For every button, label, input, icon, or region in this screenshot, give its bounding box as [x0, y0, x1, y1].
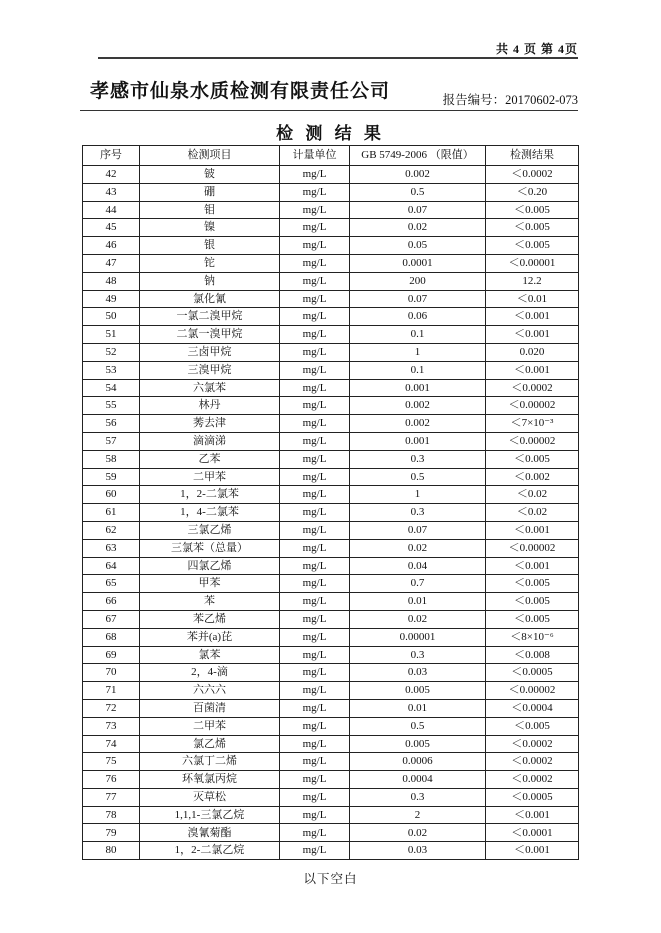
cell-result: ＜0.005: [486, 717, 579, 735]
results-table: [82, 145, 579, 860]
cell-unit: mg/L: [280, 575, 350, 593]
cell-unit: mg/L: [280, 824, 350, 842]
report-number-label: 报告编号：: [442, 93, 506, 107]
cell-limit: 0.1: [350, 326, 486, 344]
table-row: [83, 504, 579, 522]
cell-item: 氯化氰: [140, 290, 280, 308]
cell-index: 53: [83, 361, 140, 379]
cell-unit: mg/L: [280, 290, 350, 308]
cell-result: ＜0.0004: [486, 699, 579, 717]
cell-unit: mg/L: [280, 521, 350, 539]
cell-index: 74: [83, 735, 140, 753]
cell-item: 氯乙烯: [140, 735, 280, 753]
table-row: [83, 771, 579, 789]
table-body: [83, 166, 579, 860]
cell-index: 62: [83, 521, 140, 539]
table-row: [83, 379, 579, 397]
column-header-limit: GB 5749-2006 （限值）: [350, 146, 486, 166]
cell-item: 苯乙烯: [140, 610, 280, 628]
footer-note: 以下空白: [303, 872, 358, 886]
cell-index: 64: [83, 557, 140, 575]
cell-index: 78: [83, 806, 140, 824]
table-row: [83, 682, 579, 700]
cell-limit: 0.02: [350, 824, 486, 842]
column-header-item: 检测项目: [140, 146, 280, 166]
table-row: [83, 664, 579, 682]
cell-limit: 0.03: [350, 842, 486, 860]
cell-limit: 0.02: [350, 539, 486, 557]
table-row: [83, 468, 579, 486]
table-row: [83, 237, 579, 255]
cell-unit: mg/L: [280, 397, 350, 415]
table-row: [83, 432, 579, 450]
cell-result: ＜0.20: [486, 183, 579, 201]
cell-unit: mg/L: [280, 753, 350, 771]
column-header-result: 检测结果: [486, 146, 579, 166]
table-row: [83, 646, 579, 664]
cell-item: 三溴甲烷: [140, 361, 280, 379]
cell-unit: mg/L: [280, 361, 350, 379]
cell-unit: mg/L: [280, 735, 350, 753]
cell-result: ＜0.00002: [486, 682, 579, 700]
cell-index: 49: [83, 290, 140, 308]
table-row: [83, 486, 579, 504]
cell-unit: mg/L: [280, 326, 350, 344]
cell-unit: mg/L: [280, 308, 350, 326]
cell-index: 60: [83, 486, 140, 504]
cell-unit: mg/L: [280, 842, 350, 860]
cell-item: 镍: [140, 219, 280, 237]
table-row: [83, 361, 579, 379]
cell-result: ＜0.008: [486, 646, 579, 664]
cell-item: 钼: [140, 201, 280, 219]
page-number-indicator: 共 4 页 第 4页: [495, 42, 578, 56]
cell-unit: mg/L: [280, 237, 350, 255]
cell-limit: 0.3: [350, 450, 486, 468]
cell-result: ＜0.001: [486, 521, 579, 539]
cell-unit: mg/L: [280, 272, 350, 290]
cell-result: ＜0.0001: [486, 824, 579, 842]
cell-result: ＜0.0002: [486, 379, 579, 397]
cell-item: 三氯乙烯: [140, 521, 280, 539]
cell-result: ＜0.00002: [486, 397, 579, 415]
table-row: [83, 593, 579, 611]
table-row: [83, 254, 579, 272]
cell-index: 76: [83, 771, 140, 789]
cell-limit: 0.5: [350, 468, 486, 486]
cell-limit: 1: [350, 486, 486, 504]
cell-item: 钠: [140, 272, 280, 290]
cell-item: 二氯一溴甲烷: [140, 326, 280, 344]
cell-index: 48: [83, 272, 140, 290]
table-row: [83, 183, 579, 201]
cell-index: 56: [83, 415, 140, 433]
cell-unit: mg/L: [280, 254, 350, 272]
cell-result: ＜0.02: [486, 504, 579, 522]
cell-item: 1，2-二氯苯: [140, 486, 280, 504]
cell-unit: mg/L: [280, 539, 350, 557]
cell-result: ＜0.005: [486, 610, 579, 628]
table-row: [83, 842, 579, 860]
cell-unit: mg/L: [280, 806, 350, 824]
cell-item: 三卤甲烷: [140, 343, 280, 361]
cell-result: ＜0.0002: [486, 735, 579, 753]
cell-item: 硼: [140, 183, 280, 201]
cell-result: ＜0.0002: [486, 771, 579, 789]
cell-unit: mg/L: [280, 610, 350, 628]
cell-item: 一氯二溴甲烷: [140, 308, 280, 326]
cell-index: 51: [83, 326, 140, 344]
cell-item: 1，2-二氯乙烷: [140, 842, 280, 860]
cell-limit: 2: [350, 806, 486, 824]
table-row: [83, 415, 579, 433]
cell-item: 二甲苯: [140, 468, 280, 486]
cell-index: 77: [83, 788, 140, 806]
cell-item: 1，4-二氯苯: [140, 504, 280, 522]
cell-item: 2，4-滴: [140, 664, 280, 682]
column-header-unit: 计量单位: [280, 146, 350, 166]
cell-item: 银: [140, 237, 280, 255]
cell-result: ＜0.0002: [486, 753, 579, 771]
cell-index: 73: [83, 717, 140, 735]
cell-limit: 0.0004: [350, 771, 486, 789]
cell-unit: mg/L: [280, 717, 350, 735]
cell-limit: 0.06: [350, 308, 486, 326]
cell-limit: 0.3: [350, 504, 486, 522]
cell-index: 54: [83, 379, 140, 397]
cell-limit: 0.0001: [350, 254, 486, 272]
cell-limit: 0.005: [350, 735, 486, 753]
report-header: [90, 76, 578, 108]
cell-result: 12.2: [486, 272, 579, 290]
cell-index: 63: [83, 539, 140, 557]
cell-limit: 0.001: [350, 379, 486, 397]
cell-limit: 0.07: [350, 290, 486, 308]
header-rule-top: [98, 57, 578, 59]
cell-unit: mg/L: [280, 699, 350, 717]
cell-index: 47: [83, 254, 140, 272]
table-row: [83, 272, 579, 290]
table-row: [83, 219, 579, 237]
cell-index: 67: [83, 610, 140, 628]
cell-index: 43: [83, 183, 140, 201]
cell-result: ＜0.01: [486, 290, 579, 308]
table-row: [83, 539, 579, 557]
table-row: [83, 290, 579, 308]
cell-item: 莠去津: [140, 415, 280, 433]
cell-index: 50: [83, 308, 140, 326]
cell-result: ＜0.001: [486, 842, 579, 860]
cell-limit: 0.005: [350, 682, 486, 700]
cell-limit: 0.02: [350, 610, 486, 628]
cell-index: 80: [83, 842, 140, 860]
cell-limit: 0.05: [350, 237, 486, 255]
cell-result: ＜0.001: [486, 557, 579, 575]
table-row: [83, 824, 579, 842]
cell-limit: 0.02: [350, 219, 486, 237]
cell-limit: 0.002: [350, 397, 486, 415]
cell-unit: mg/L: [280, 788, 350, 806]
cell-result: ＜0.02: [486, 486, 579, 504]
table-row: [83, 610, 579, 628]
cell-item: 四氯乙烯: [140, 557, 280, 575]
cell-result: ＜0.002: [486, 468, 579, 486]
cell-item: 六氯丁二烯: [140, 753, 280, 771]
cell-result: ＜0.001: [486, 361, 579, 379]
table-row: [83, 326, 579, 344]
cell-item: 环氧氯丙烷: [140, 771, 280, 789]
cell-unit: mg/L: [280, 557, 350, 575]
cell-index: 57: [83, 432, 140, 450]
cell-limit: 0.5: [350, 717, 486, 735]
cell-unit: mg/L: [280, 682, 350, 700]
cell-item: 林丹: [140, 397, 280, 415]
cell-unit: mg/L: [280, 504, 350, 522]
cell-result: ＜7×10⁻³: [486, 415, 579, 433]
cell-unit: mg/L: [280, 593, 350, 611]
cell-result: 0.020: [486, 343, 579, 361]
cell-limit: 0.07: [350, 201, 486, 219]
table-row: [83, 557, 579, 575]
cell-item: 二甲苯: [140, 717, 280, 735]
cell-item: 苯并(a)芘: [140, 628, 280, 646]
cell-unit: mg/L: [280, 166, 350, 184]
cell-index: 58: [83, 450, 140, 468]
cell-result: ＜0.005: [486, 237, 579, 255]
cell-unit: mg/L: [280, 771, 350, 789]
column-header-index: 序号: [83, 146, 140, 166]
cell-limit: 0.3: [350, 646, 486, 664]
cell-unit: mg/L: [280, 486, 350, 504]
table-row: [83, 397, 579, 415]
table-row: [83, 521, 579, 539]
cell-index: 59: [83, 468, 140, 486]
cell-item: 铍: [140, 166, 280, 184]
cell-limit: 0.04: [350, 557, 486, 575]
cell-limit: 0.03: [350, 664, 486, 682]
cell-result: ＜0.005: [486, 219, 579, 237]
cell-index: 61: [83, 504, 140, 522]
table-row: [83, 717, 579, 735]
cell-item: 铊: [140, 254, 280, 272]
header-rule-under-company: [80, 110, 578, 111]
table-row: [83, 806, 579, 824]
cell-item: 氯苯: [140, 646, 280, 664]
table-row: [83, 343, 579, 361]
cell-result: ＜0.0002: [486, 166, 579, 184]
cell-item: 滴滴涕: [140, 432, 280, 450]
cell-result: ＜0.001: [486, 326, 579, 344]
cell-limit: 0.5: [350, 183, 486, 201]
cell-index: 44: [83, 201, 140, 219]
cell-result: ＜0.001: [486, 806, 579, 824]
cell-index: 65: [83, 575, 140, 593]
cell-index: 71: [83, 682, 140, 700]
cell-limit: 0.7: [350, 575, 486, 593]
cell-unit: mg/L: [280, 183, 350, 201]
cell-index: 68: [83, 628, 140, 646]
cell-limit: 0.07: [350, 521, 486, 539]
cell-unit: mg/L: [280, 646, 350, 664]
cell-item: 六氯苯: [140, 379, 280, 397]
cell-result: ＜0.00002: [486, 539, 579, 557]
cell-limit: 0.00001: [350, 628, 486, 646]
cell-index: 72: [83, 699, 140, 717]
report-number-value: 20170602-073: [505, 93, 578, 107]
cell-index: 42: [83, 166, 140, 184]
cell-index: 79: [83, 824, 140, 842]
report-number-line: [443, 90, 578, 108]
cell-index: 69: [83, 646, 140, 664]
cell-item: 乙苯: [140, 450, 280, 468]
cell-limit: 0.0006: [350, 753, 486, 771]
cell-index: 75: [83, 753, 140, 771]
cell-index: 52: [83, 343, 140, 361]
table-header-row: [83, 146, 579, 166]
cell-limit: 0.01: [350, 593, 486, 611]
table-row: [83, 308, 579, 326]
cell-result: ＜0.00001: [486, 254, 579, 272]
cell-item: 苯: [140, 593, 280, 611]
cell-item: 三氯苯（总量）: [140, 539, 280, 557]
company-name: 孝感市仙泉水质检测有限责任公司: [90, 81, 391, 102]
cell-item: 甲苯: [140, 575, 280, 593]
cell-unit: mg/L: [280, 468, 350, 486]
cell-limit: 0.002: [350, 415, 486, 433]
cell-index: 70: [83, 664, 140, 682]
table-row: [83, 735, 579, 753]
table-row: [83, 628, 579, 646]
cell-limit: 1: [350, 343, 486, 361]
table-row: [83, 699, 579, 717]
cell-result: ＜0.005: [486, 575, 579, 593]
cell-unit: mg/L: [280, 219, 350, 237]
table-row: [83, 166, 579, 184]
cell-index: 55: [83, 397, 140, 415]
cell-index: 66: [83, 593, 140, 611]
table-row: [83, 201, 579, 219]
cell-unit: mg/L: [280, 343, 350, 361]
cell-limit: 0.1: [350, 361, 486, 379]
cell-index: 46: [83, 237, 140, 255]
page-title: 检 测 结 果: [276, 124, 385, 143]
cell-result: ＜0.005: [486, 201, 579, 219]
cell-index: 45: [83, 219, 140, 237]
cell-limit: 0.3: [350, 788, 486, 806]
cell-item: 六六六: [140, 682, 280, 700]
cell-item: 灭草松: [140, 788, 280, 806]
cell-item: 溴氰菊酯: [140, 824, 280, 842]
cell-item: 1,1,1-三氯乙烷: [140, 806, 280, 824]
cell-unit: mg/L: [280, 664, 350, 682]
table-row: [83, 575, 579, 593]
cell-result: ＜0.005: [486, 593, 579, 611]
cell-unit: mg/L: [280, 379, 350, 397]
cell-limit: 200: [350, 272, 486, 290]
cell-result: ＜0.0005: [486, 788, 579, 806]
cell-result: ＜0.005: [486, 450, 579, 468]
cell-result: ＜0.0005: [486, 664, 579, 682]
cell-limit: 0.01: [350, 699, 486, 717]
table-row: [83, 753, 579, 771]
cell-result: ＜0.00002: [486, 432, 579, 450]
cell-unit: mg/L: [280, 201, 350, 219]
cell-result: ＜8×10⁻⁶: [486, 628, 579, 646]
table-row: [83, 788, 579, 806]
cell-item: 百菌清: [140, 699, 280, 717]
cell-result: ＜0.001: [486, 308, 579, 326]
cell-limit: 0.002: [350, 166, 486, 184]
cell-limit: 0.001: [350, 432, 486, 450]
table-row: [83, 450, 579, 468]
cell-unit: mg/L: [280, 415, 350, 433]
cell-unit: mg/L: [280, 432, 350, 450]
cell-unit: mg/L: [280, 628, 350, 646]
cell-unit: mg/L: [280, 450, 350, 468]
